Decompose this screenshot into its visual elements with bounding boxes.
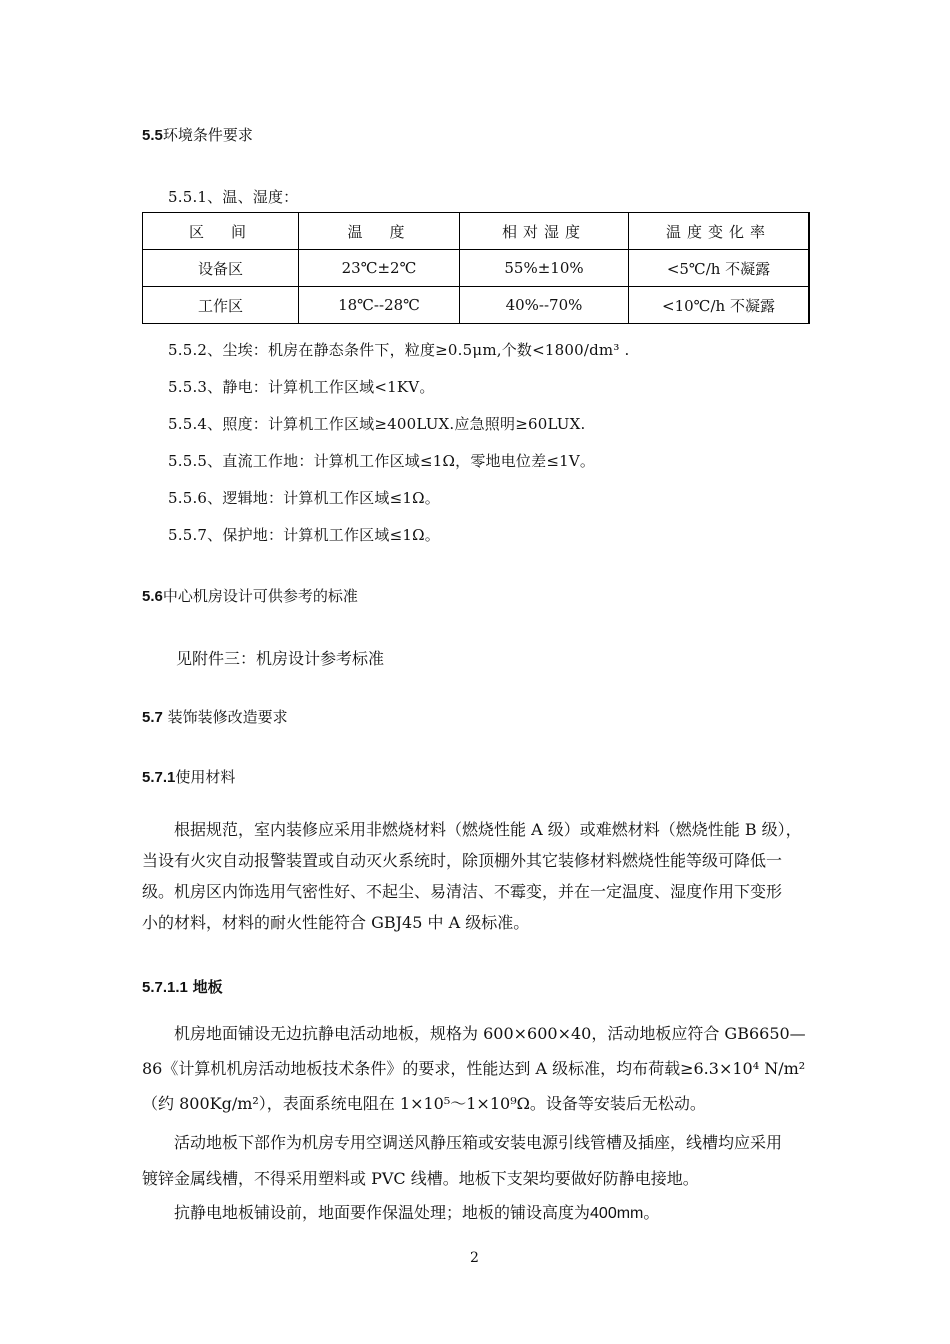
floor-height-value: 400mm。 bbox=[590, 1205, 660, 1222]
paragraph-text: 抗静电地板铺设前，地面要作保温处理；地板的铺设高度为 bbox=[142, 1203, 591, 1222]
section-title: 环境条件要求 bbox=[162, 126, 253, 144]
paragraph-floor-installation bbox=[142, 1197, 810, 1229]
page-number: 2 bbox=[470, 1250, 479, 1266]
section-5-7-heading bbox=[142, 706, 288, 727]
item-5-5-3-static: 5.5.3、静电：计算机工作区域<1KV。 bbox=[168, 378, 435, 396]
section-title: 地板 bbox=[192, 979, 223, 996]
table-cell: 18℃--28℃ bbox=[299, 287, 460, 324]
section-title: 装饰装修改造要求 bbox=[162, 708, 288, 726]
section-5-6-body: 见附件三：机房设计参考标准 bbox=[176, 649, 385, 668]
item-5-5-5-dc-ground: 5.5.5、直流工作地：计算机工作区域≤1Ω，零地电位差≤1V。 bbox=[168, 452, 596, 470]
item-5-5-4-illumination: 5.5.4、照度：计算机工作区域≥400LUX.应急照明≥60LUX. bbox=[168, 415, 586, 433]
table-cell: 设备区 bbox=[143, 250, 299, 287]
paragraph-line: 活动地板下部作为机房专用空调送风静压箱或安装电源引线管槽及插座，线槽均应采用 bbox=[142, 1133, 783, 1152]
section-number: 5.5 bbox=[142, 127, 163, 144]
paragraph-line: 机房地面铺设无边抗静电活动地板，规格为 600×600×40，活动地板应符合 GB6650— bbox=[142, 1024, 806, 1043]
environment-table bbox=[142, 212, 810, 324]
paragraph-line: 小的材料，材料的耐火性能符合 GBJ45 中 A 级标准。 bbox=[142, 913, 530, 932]
table-row bbox=[143, 250, 810, 287]
table-cell: <10℃/h 不凝露 bbox=[629, 287, 810, 324]
header-humidity: 相对湿度 bbox=[460, 213, 629, 250]
section-5-7-1-1-heading bbox=[142, 976, 223, 997]
paragraph-materials bbox=[142, 814, 810, 938]
section-number: 5.7.1 bbox=[142, 769, 176, 786]
section-5-5-heading bbox=[142, 124, 253, 145]
item-5-5-6-logic-ground: 5.5.6、逻辑地：计算机工作区域≤1Ω。 bbox=[168, 489, 440, 507]
section-number: 5.6 bbox=[142, 588, 163, 605]
table-header-row bbox=[143, 213, 810, 250]
paragraph-line: 级。机房区内饰选用气密性好、不起尘、易清洁、不霉变，并在一定温度、湿度作用下变形 bbox=[142, 882, 783, 901]
table-cell: 工作区 bbox=[143, 287, 299, 324]
header-zone: 区 间 bbox=[143, 213, 299, 250]
paragraph-line: 86《计算机机房活动地板技术条件》的要求，性能达到 A 级标准，均布荷载≥6.3×10⁴ N/m² bbox=[142, 1059, 806, 1078]
table-cell: 23℃±2℃ bbox=[299, 250, 460, 287]
paragraph-line: 根据规范，室内装修应采用非燃烧材料（燃烧性能 A 级）或难燃材料（燃烧性能 B 级）， bbox=[142, 820, 802, 839]
paragraph-floor bbox=[142, 1016, 810, 1121]
table-cell: 55%±10% bbox=[460, 250, 629, 287]
section-number: 5.7.1.1 bbox=[142, 979, 188, 996]
table-row bbox=[143, 287, 810, 324]
section-number: 5.7 bbox=[142, 709, 163, 726]
table-cell: 40%--70% bbox=[460, 287, 629, 324]
table-cell: <5℃/h 不凝露 bbox=[629, 250, 810, 287]
paragraph-line: （约 800Kg/m²），表面系统电阻在 1×10⁵～1×10⁹Ω。设备等安装后无松动。 bbox=[142, 1094, 706, 1113]
item-5-5-7-protective-ground: 5.5.7、保护地：计算机工作区域≤1Ω。 bbox=[168, 526, 440, 544]
section-title: 中心机房设计可供参考的标准 bbox=[162, 587, 358, 605]
item-5-5-2-dust: 5.5.2、尘埃：机房在静态条件下，粒度≥0.5μm,个数<1800/dm³ . bbox=[168, 341, 630, 359]
subsection-5-5-1: 5.5.1、温、湿度： bbox=[168, 188, 299, 206]
paragraph-line: 镀锌金属线槽，不得采用塑料或 PVC 线槽。地板下支架均要做好防静电接地。 bbox=[142, 1169, 699, 1188]
section-title: 使用材料 bbox=[175, 768, 236, 786]
paragraph-underfloor bbox=[142, 1125, 810, 1197]
header-temperature: 温 度 bbox=[299, 213, 460, 250]
paragraph-line: 当设有火灾自动报警装置或自动灭火系统时，除顶棚外其它装修材料燃烧性能等级可降低一 bbox=[142, 851, 783, 870]
section-5-6-heading bbox=[142, 585, 358, 606]
section-5-7-1-heading bbox=[142, 766, 235, 787]
header-temp-change-rate: 温度变化率 bbox=[629, 213, 810, 250]
